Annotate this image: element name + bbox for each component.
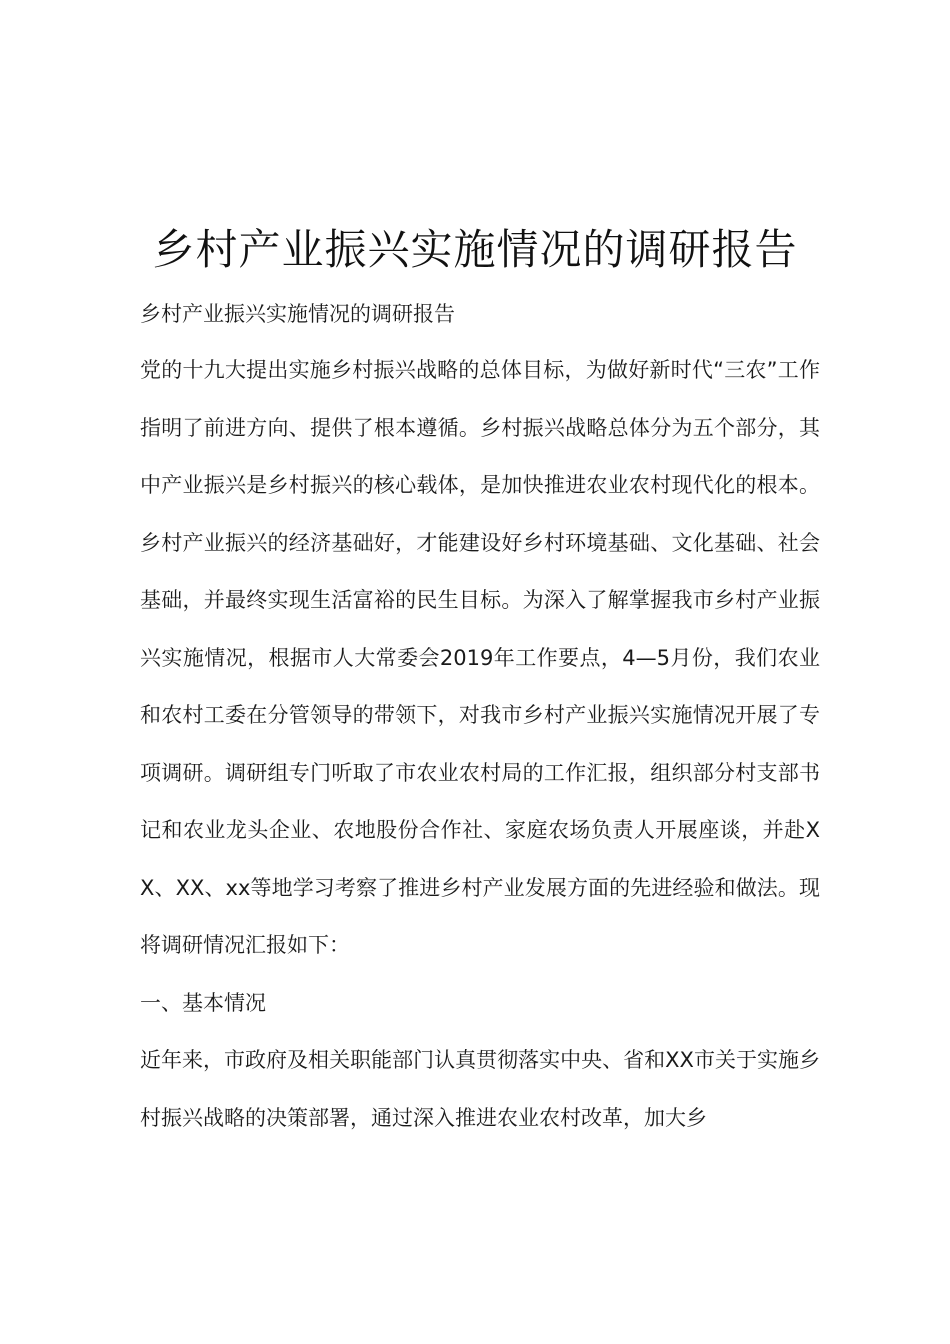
section-1-paragraph: 近年来，市政府及相关职能部门认真贯彻落实中央、省和XX市关于实施乡村振兴战略的决策部署，通过深入推进农业农村改革，加大乡 <box>140 1048 820 1130</box>
intro-paragraph: 党的十九大提出实施乡村振兴战略的总体目标，为做好新时代“三农”工作指明了前进方向、提供了根本遵循。乡村振兴战略总体分为五个部分，其中产业振兴是乡村振兴的核心载体，是加快推进农业农村现代化的根本。乡村产业振兴的经济基础好，才能建设好乡村环境基础、文化基础、社会基础，并最终实现生活富裕的民生目标。为深入了解掌握我市乡村产业振兴实施情况，根据市人大常委会2019年工作要点，4—5月份，我们农业和农村工委在分管领导的带领下，对我市乡村产业振兴实施情况开展了专项调研。调研组专门听取了市农业农村局的工作汇报，组织部分村支部书记和农业龙头企业、农地股份合作社、家庭农场负责人开展座谈，并赴XX、XX、xx等地学习考察了推进乡村产业发展方面的先进经验和做法。现将调研情况汇报如下： <box>140 358 820 957</box>
document-subtitle: 乡村产业振兴实施情况的调研报告 <box>140 302 455 326</box>
section-heading-basic-situation: 一、基本情况 <box>140 990 266 1015</box>
document-title: 乡村产业振兴实施情况的调研报告 <box>152 225 798 274</box>
document-body <box>140 286 820 1147</box>
